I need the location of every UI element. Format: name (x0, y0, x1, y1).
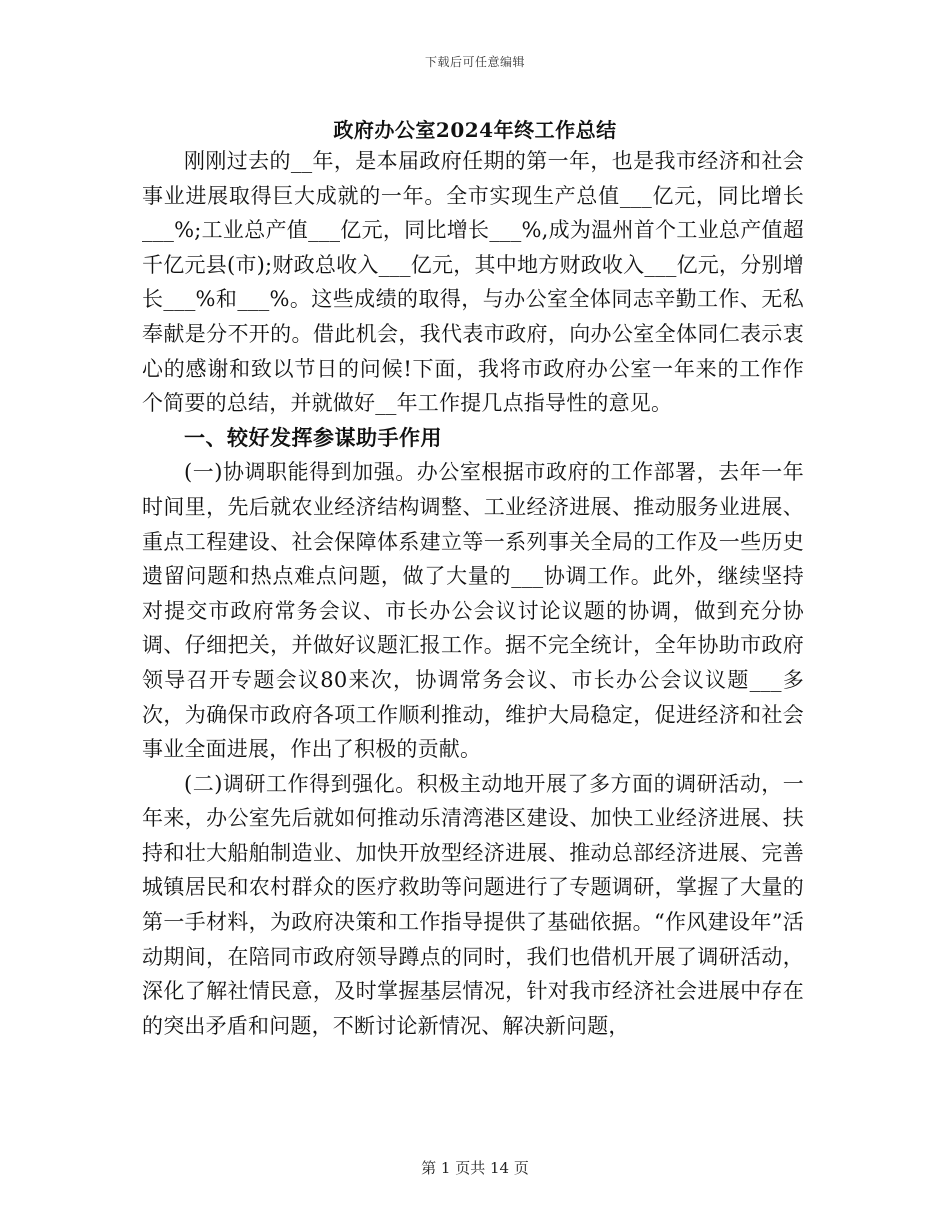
page-number: 第 1 页共 14 页 (421, 1159, 529, 1177)
coordination-paragraph: (一)协调职能得到加强。办公室根据市政府的工作部署，去年一年时间里，先后就农业经济结构调整、工业经济进展、推动服务业进展、重点工程建设、社会保障体系建立等一系列事关全局的工作及一些历史遗留问题和热点难点问题，做了大量的___协调工作。此外，继续坚持对提交市政府常务会议、市长办公会议讨论议题的协调，做到充分协调、仔细把关，并做好议题汇报工作。据不完全统计，全年协助市政府领导召开专题会议80来次，协调常务会议、市长办公会议议题___多次，为确保市政府各项工作顺利推动，维护大局稳定，促进经济和社会事业全面进展，作出了积极的贡献。 (142, 460, 804, 762)
section-heading: 一、较好发挥参谋助手作用 (184, 424, 442, 450)
intro-paragraph: 刚刚过去的__年，是本届政府任期的第一年，也是我市经济和社会事业进展取得巨大成就的一年。全市实现生产总值___亿元，同比增长___%;工业总产值___亿元，同比增长___%,成为温州首个工业总产值超千亿元县(市);财政总收入___亿元，其中地方财政收入___亿元，分别增长___%和___%。这些成绩的取得，与办公室全体同志辛勤工作、无私奉献是分不开的。借此机会，我代表市政府，向办公室全体同仁表示衷心的感谢和致以节日的问候!下面，我将市政府办公室一年来的工作作个简要的总结，并就做好__年工作提几点指导性的意见。 (142, 149, 804, 416)
document-title: 政府办公室2024年终工作总结 (333, 118, 617, 142)
document-body (142, 144, 804, 1043)
page-header-note: 下载后可任意编辑 (424, 55, 525, 69)
research-paragraph: (二)调研工作得到强化。积极主动地开展了多方面的调研活动，一年来，办公室先后就如何推动乐清湾港区建设、加快工业经济进展、扶持和壮大船舶制造业、加快开放型经济进展、推动总部经济进展、完善城镇居民和农村群众的医疗救助等问题进行了专题调研，掌握了大量的第一手材料，为政府决策和工作指导提供了基础依据。“作风建设年”活动期间，在陪同市政府领导蹲点的同时，我们也借机开展了调研活动，深化了解社情民意，及时掌握基层情况，针对我市经济社会进展中存在的突出矛盾和问题，不断讨论新情况、解决新问题， (142, 771, 804, 1038)
